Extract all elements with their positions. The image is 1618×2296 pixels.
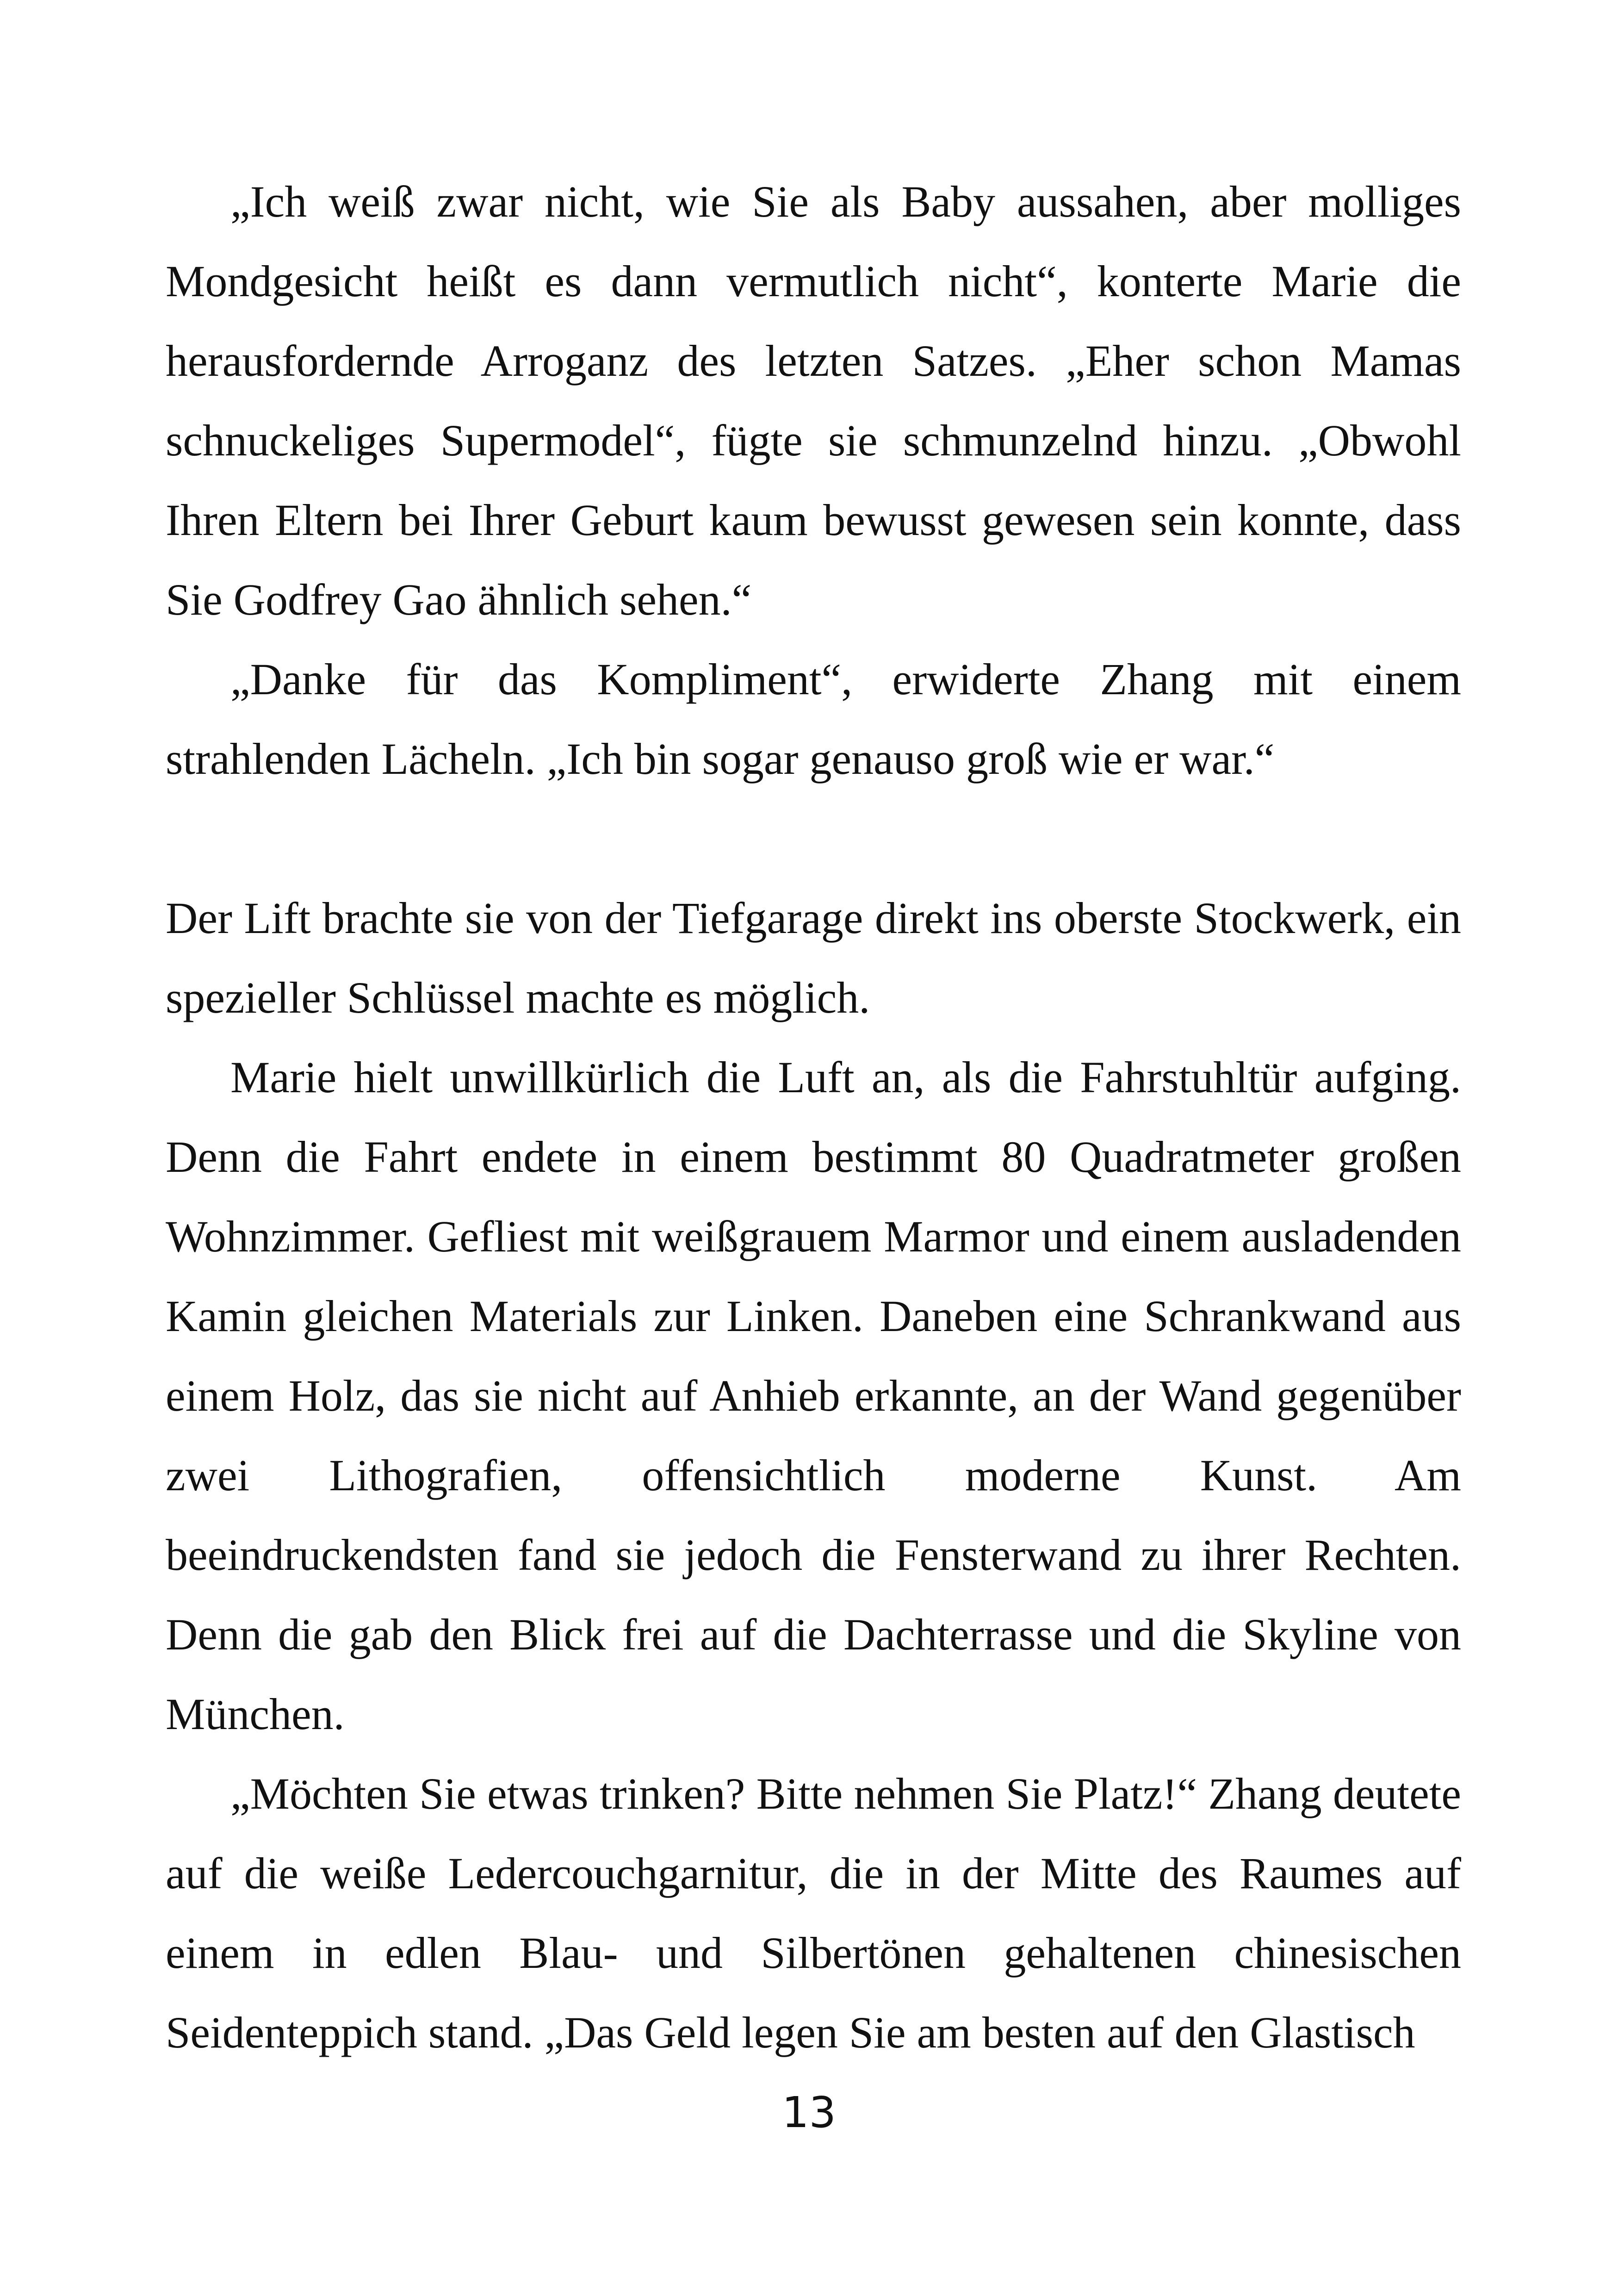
paragraph: „Ich weiß zwar nicht, wie Sie als Baby aussahen, aber molliges Mondgesicht heißt es dann vermutlich nicht“, konterte Marie die herausfordernde Arroganz des letzten Satzes. „Eher schon Mamas schnuckeliges Supermodel“, fügte sie schmunzelnd hinzu. „Obwohl Ihren Eltern bei Ihrer Geburt kaum bewusst gewesen sein konnte, dass Sie Godfrey Gao ähnlich sehen.“ — [166, 177, 1461, 624]
paragraph: „Danke für das Kompliment“, erwiderte Zhang mit einem strahlenden Lächeln. „Ich bin sogar genauso groß wie er war.“ — [166, 654, 1461, 784]
paragraph: „Möchten Sie etwas trinken? Bitte nehmen Sie Platz!“ Zhang deutete auf die weiße Ledercouchgarnitur, die in der Mitte des Raumes auf einem in edlen Blau- und Silbertönen gehaltenen chinesischen Seidenteppich stand. „Das Geld legen Sie am besten auf den Glastisch — [166, 1769, 1461, 2057]
paragraph: Der Lift brachte sie von der Tiefgarage direkt ins oberste Stockwerk, ein spezieller Schlüssel machte es möglich. — [166, 893, 1461, 1022]
page-number: 13 — [781, 2088, 837, 2137]
body-text — [166, 162, 1461, 2072]
paragraph: Marie hielt unwillkürlich die Luft an, als die Fahrstuhltür aufging. Denn die Fahrt endete in einem bestimmt 80 Quadratmeter großen Wohnzimmer. Gefliest mit weißgrauem Marmor und einem ausladenden Kamin gleichen Materials zur Linken. Daneben eine Schrankwand aus einem Holz, das sie nicht auf Anhieb erkannte, an der Wand gegenüber zwei Lithografien, offensichtlich moderne Kunst. Am beeindruckendsten fand sie jedoch die Fensterwand zu ihrer Rechten. Denn die gab den Blick frei auf die Dachterrasse und die Skyline von München. — [166, 1052, 1461, 1739]
